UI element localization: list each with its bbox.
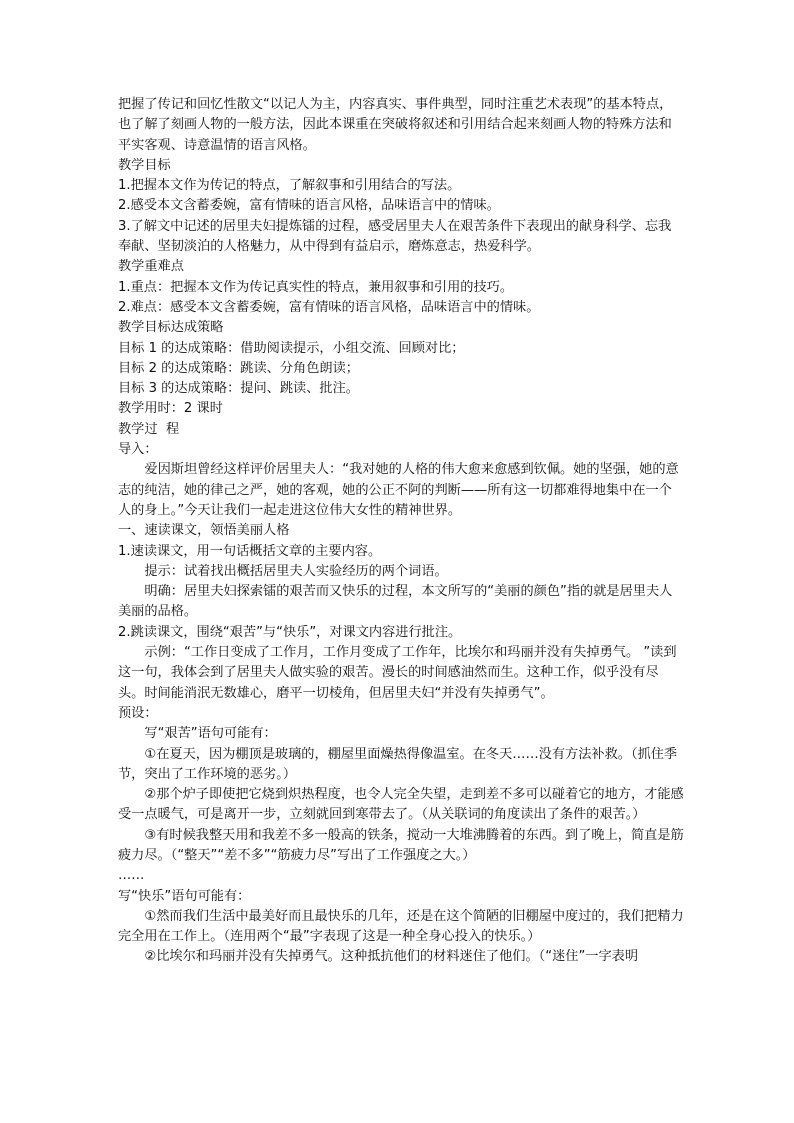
process-heading: 教学过 程: [118, 421, 180, 437]
key-point-1: 1.重点：把握本文作为传记真实性的特点，兼用叙事和引用的技巧。: [118, 279, 514, 295]
goal-item-3: 3.了解文中记述的居里夫妇提炼镭的过程，感受居里夫人在艰苦条件下表现出的献身科学、忘我奉献、坚韧淡泊的人格魅力，从中得到有益启示，磨炼意志，热爱科学。: [118, 218, 672, 255]
strategy-2: 目标 2 的达成策略：跳读、分角色朗读；: [118, 360, 359, 376]
joy-item-1: ①然而我们生活中最美好而且最快乐的几年，还是在这个简陋的旧棚屋中度过的，我们把精力完全用在工作上。（连用两个“最”字表现了这是一种全身心投入的快乐。）: [118, 908, 684, 945]
key-point-2: 2.难点：感受本文含蓄委婉，富有情味的语言风格，品味语言中的情味。: [118, 299, 540, 315]
section-one-task-2: 2.跳读课文，围绕“艰苦”与“快乐”，对课文内容进行批注。: [118, 624, 462, 640]
section-one-task-1: 1.速读课文，用一句话概括文章的主要内容。: [118, 543, 382, 559]
ellipsis-line: ……: [118, 868, 145, 884]
preset-heading: 预设：: [118, 705, 158, 721]
intro-paragraph: 把握了传记和回忆性散文“以记人为主，内容真实、事件典型，同时注重艺术表现”的基本特点，也了解了刻画人物的一般方法，因此本课重在突破将叙述和引用结合起来刻画人物的特殊方法和平实客观、诗意温情的语言风格。: [118, 97, 673, 153]
document-page: [118, 95, 684, 968]
joy-intro: 写“快乐”语句可能有：: [118, 888, 251, 904]
lead-in-heading: 导入：: [118, 442, 158, 458]
strategies-heading: 教学目标达成策略: [118, 320, 224, 336]
hardship-item-3: ③有时候我整天用和我差不多一般高的铁条，搅动一大堆沸腾着的东西。到了晚上，简直是筋疲力尽。（“整天”“差不多”“筋疲力尽”写出了工作强度之大。）: [118, 827, 684, 863]
strategy-1: 目标 1 的达成策略：借助阅读提示，小组交流、回顾对比；: [118, 340, 465, 356]
goal-item-1: 1.把握本文作为传记的特点，了解叙事和引用结合的写法。: [118, 178, 461, 194]
teaching-goals-heading: 教学目标: [118, 157, 171, 173]
strategy-3: 目标 3 的达成策略：提问、跳读、批注。: [118, 381, 359, 397]
section-one-example: 示例：“工作日变成了工作月，工作月变成了工作年，比埃尔和玛丽并没有失掉勇气。 ”读到这一句，我体会到了居里夫人做实验的艰苦。漫长的时间感油然而生。这种工作，似乎没有尽头。时间能消泯无数雄心，磨平一切棱角，但居里夫妇“并没有失掉勇气”。: [118, 645, 677, 701]
key-points-heading: 教学重难点: [118, 259, 184, 275]
joy-item-2: ②比埃尔和玛丽并没有失掉勇气。这种抵抗他们的材料迷住了他们。（“迷住”一字表明: [144, 949, 639, 965]
hardship-intro: 写“艰苦”语句可能有：: [144, 726, 277, 742]
class-time: 教学用时：2 课时: [118, 401, 223, 417]
hardship-item-2: ②那个炉子即使把它烧到炽热程度，也令人完全失望，走到差不多可以碰着它的地方，才能感受一点暖气，可是离开一步，立刻就回到寒带去了。（从关联词的角度读出了条件的艰苦。）: [118, 787, 684, 823]
section-one-hint: 提示：试着找出概括居里夫人实验经历的两个词语。: [144, 563, 448, 579]
goal-item-2: 2.感受本文含蓄委婉，富有情味的语言风格，品味语言中的情味。: [118, 198, 500, 214]
lead-in-text: 爱因斯坦曾经这样评价居里夫人：“我对她的人格的伟大愈来愈感到钦佩。她的坚强，她的意志的纯洁，她的律己之严，她的客观，她的公正不阿的判断——所有这一切都难得地集中在一个人的身上。”今天让我们一起走进这位伟大女性的精神世界。: [118, 462, 679, 518]
hardship-item-1: ①在夏天，因为棚顶是玻璃的，棚屋里面燥热得像温室。在冬天……没有方法补救。（抓住季节，突出了工作环境的恶劣。）: [118, 746, 678, 782]
section-one-clarify: 明确：居里夫妇探索镭的艰苦而又快乐的过程，本文所写的“美丽的颜色”指的就是居里夫人美丽的品格。: [118, 584, 673, 620]
section-one-heading: 一、速读课文，领悟美丽人格: [118, 523, 290, 539]
